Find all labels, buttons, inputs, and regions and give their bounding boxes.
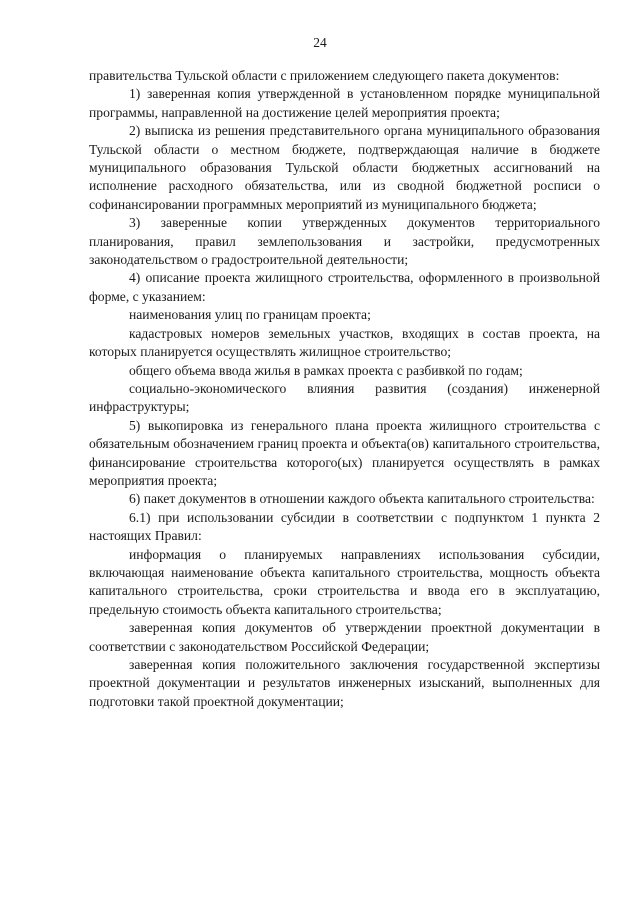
paragraph: наименования улиц по границам проекта;: [129, 307, 371, 323]
paragraph: 1) заверенная копия утвержденной в установленном порядке муниципальной программы, направленной на достижение целей мероприятия проекта;: [89, 86, 600, 120]
paragraph: правительства Тульской области с приложением следующего пакета документов:: [89, 68, 560, 83]
paragraph: заверенная копия документов об утверждении проектной документации в соответствии с законодательством Российской Федерации;: [89, 620, 600, 654]
paragraph: 4) описание проекта жилищного строительства, оформленного в произвольной форме, с указанием:: [89, 270, 600, 304]
paragraph: 6) пакет документов в отношении каждого объекта капитального строительства:: [129, 491, 595, 507]
document-body: [89, 67, 600, 711]
paragraph: 6.1) при использовании субсидии в соответствии с подпунктом 1 пункта 2 настоящих Правил:: [89, 509, 600, 544]
paragraph: социально-экономического влияния развития (создания) инженерной инфраструктуры;: [89, 380, 600, 415]
paragraph: 2) выписка из решения представительного органа муниципального образования Тульской области о местном бюджете, подтверждающая наличие в бюджете муниципального образования Тульской области бюджетных ассигнований на исполнение расходного обязательства, или из сводной бюджетной росписи о софинансировании программных мероприятий из муниципального бюджета;: [89, 123, 600, 212]
paragraph: 3) заверенные копии утвержденных документов территориального планирования, правил землепользования и застройки, предусмотренных законодательством о градостроительной деятельности;: [89, 215, 600, 268]
paragraph: 5) выкопировка из генерального плана проекта жилищного строительства с обязательным обозначением границ проекта и объекта(ов) капитального строительства, финансирование строительства которого(ых) планируется осуществлять в рамках мероприятия проекта;: [89, 417, 600, 488]
paragraph: кадастровых номеров земельных участков, входящих в состав проекта, на которых планируется осуществлять жилищное строительство;: [89, 325, 600, 360]
paragraph: информация о планируемых направлениях использования субсидии, включающая наименование объекта капитального строительства, мощность объекта капитального строительства, сроки строительства и ввода его в эксплуатацию, предельную стоимость объекта капитального строительства;: [89, 546, 600, 617]
page-number: 24: [313, 35, 327, 50]
paragraph: общего объема ввода жилья в рамках проекта с разбивкой по годам;: [129, 362, 523, 378]
paragraph: заверенная копия положительного заключения государственной экспертизы проектной документации и результатов инженерных изысканий, выполненных для подготовки такой проектной документации;: [89, 657, 600, 709]
